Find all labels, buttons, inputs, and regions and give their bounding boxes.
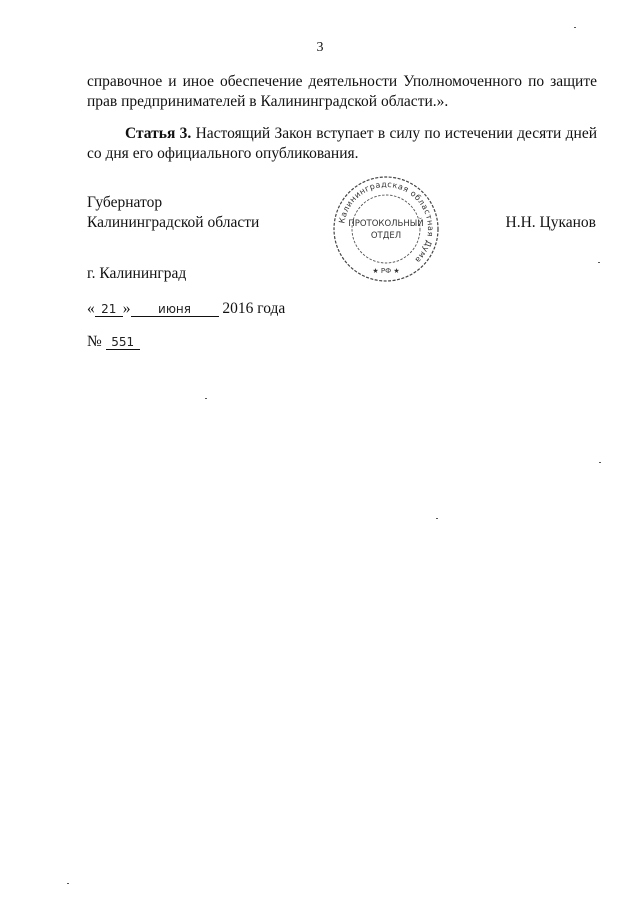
scan-speck <box>205 398 207 399</box>
number-value: 551 <box>106 335 140 350</box>
paragraph-line: справочное и иное обеспечение деятельности Уполномоченного по защите <box>87 73 597 90</box>
article-text: Настоящий Закон вступает в силу по истечении десяти дней <box>191 125 597 142</box>
article-label: Статья 3. <box>125 125 192 142</box>
date-year: 2016 года <box>222 300 286 317</box>
article-3-paragraph <box>87 124 597 164</box>
signatory-title <box>87 193 259 233</box>
stamp-ring-text: Калининградская областная Дума <box>337 179 436 265</box>
page-number: 3 <box>316 40 324 55</box>
date-close-quote: » <box>122 300 131 317</box>
scan-speck <box>436 518 438 519</box>
paragraph-continuation <box>87 72 597 112</box>
number-label: № <box>87 333 102 350</box>
paragraph-line: со дня его официального опубликования. <box>87 145 359 162</box>
paragraph-line <box>87 124 597 144</box>
official-stamp <box>331 174 441 284</box>
date-month: июня <box>131 302 219 317</box>
stamp-center-line: ОТДЕЛ <box>370 231 402 241</box>
law-number <box>87 333 140 351</box>
paragraph-line: прав предпринимателей в Калининградской области.». <box>87 93 449 110</box>
city: г. Калининград <box>87 265 187 282</box>
signing-date <box>87 300 285 318</box>
signatory-title-line: Калининградской области <box>87 214 260 231</box>
stamp-center-line: ПРОТОКОЛЬНЫЙ <box>348 219 424 229</box>
signatory-name: Н.Н. Цуканов <box>505 214 596 231</box>
scan-speck <box>574 27 576 28</box>
scan-speck <box>598 262 600 263</box>
date-open-quote: « <box>87 300 95 317</box>
signatory-title-line: Губернатор <box>87 194 163 211</box>
date-day: 21 <box>95 302 123 317</box>
scan-speck <box>599 462 601 463</box>
scan-speck <box>67 883 69 884</box>
stamp-bottom-text: ★ РФ ★ <box>372 267 400 275</box>
